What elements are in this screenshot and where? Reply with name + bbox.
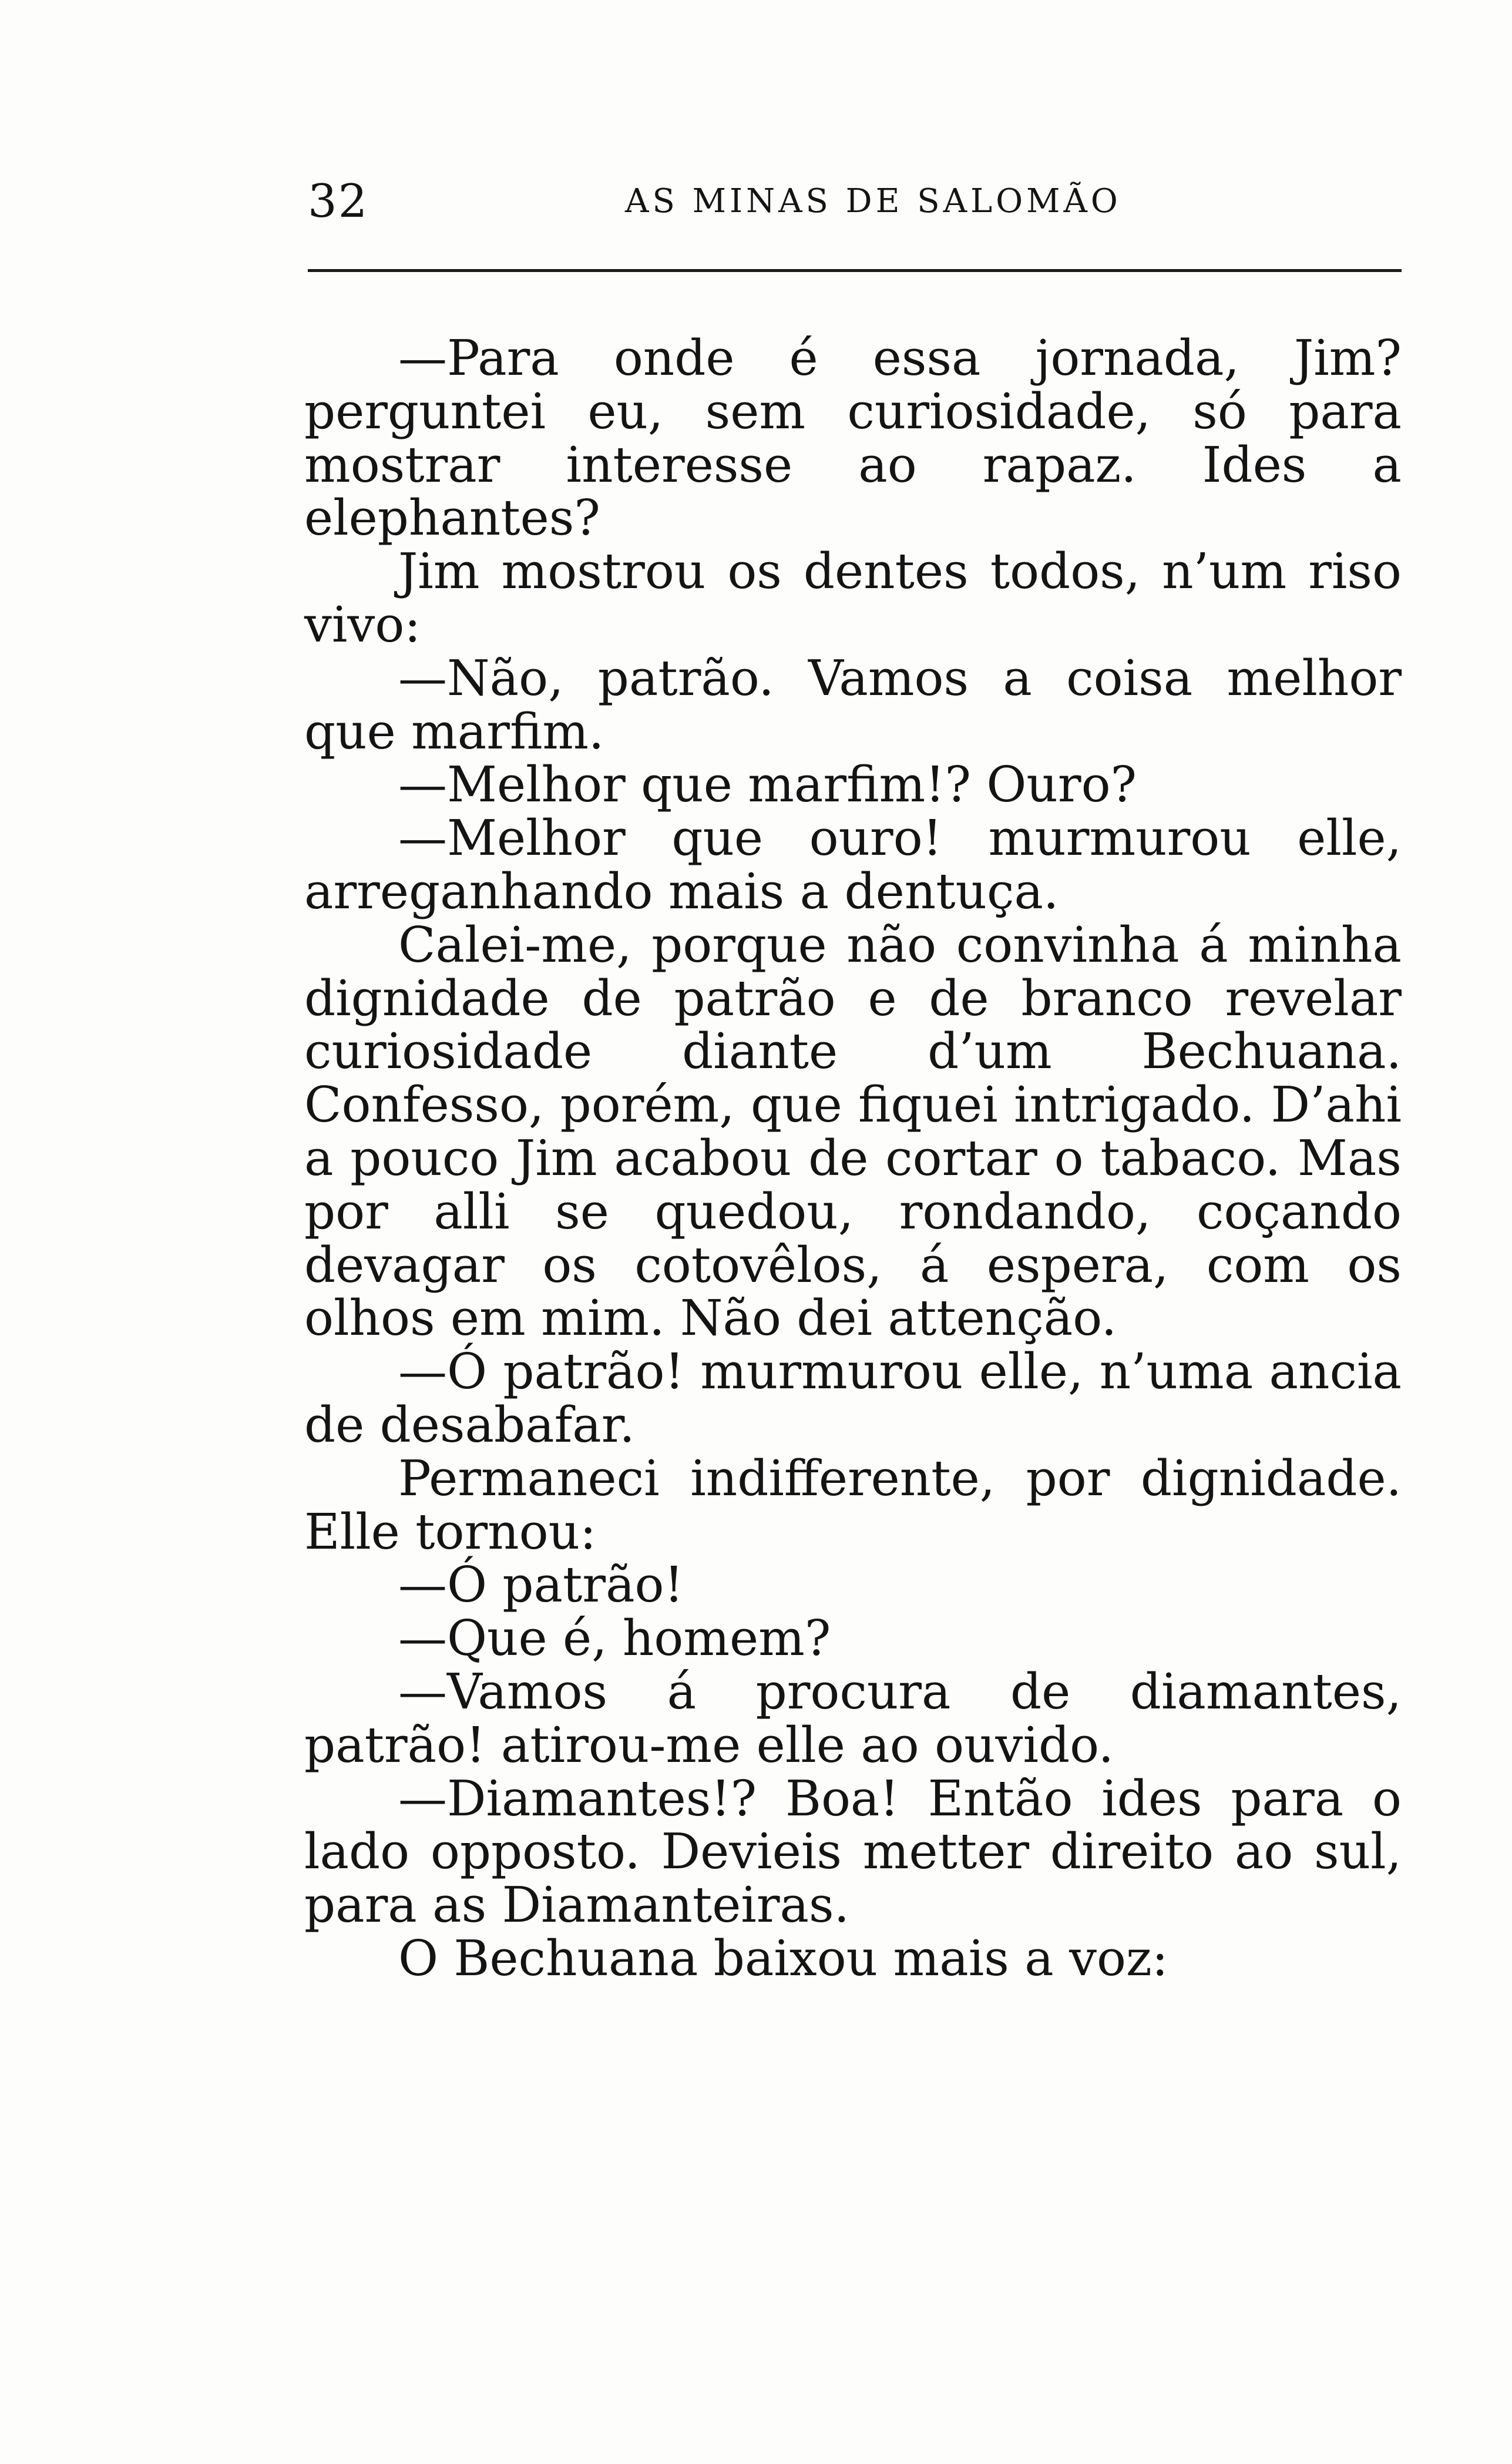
page-number: 32 [308,175,369,228]
paragraph: —Diamantes!? Boa! Então ides para o lado opposto. Devieis metter direito ao sul, para as Diamanteiras. [304,1770,1402,1934]
running-title: AS MINAS DE SALOMÃO [625,182,1121,220]
paragraph: —Que é, homem? [398,1610,831,1667]
paragraph: Calei-me, porque não convinha á minha dignidade de patrão e de branco revelar curiosidade diante d’um Bechuana. Confesso, porém, que fiquei intrigado. D’ahi a pouco Jim acabou de cortar o tabaco. Mas por alli se quedou, rondando, coçando devagar os cotovêlos, á espera, com os olhos em mim. Não dei attenção. [304,916,1402,1347]
paragraph: —Ó patrão! [398,1556,684,1614]
paragraph: —Não, patrão. Vamos a coisa melhor que marfim. [304,649,1402,760]
paragraph: —Melhor que ouro! murmurou elle, arreganhando mais a dentuça. [304,810,1402,920]
paragraph: —Ó patrão! murmurou elle, n’uma ancia de desabafar. [304,1343,1402,1453]
header-rule [308,269,1402,272]
body-text [304,332,1402,1986]
paragraph: —Melhor que marfim!? Ouro? [398,756,1137,814]
paragraph: Jim mostrou os dentes todos, n’um riso vivo: [304,543,1402,653]
paragraph: —Vamos á procura de diamantes, patrão! atirou-me elle ao ouvido. [304,1663,1402,1774]
running-head [308,175,1400,240]
paragraph: O Bechuana baixou mais a voz: [398,1929,1168,1987]
paragraph: —Para onde é essa jornada, Jim? perguntei eu, sem curiosidade, só para mostrar interesse ao rapaz. Ides a elephantes? [304,330,1402,547]
paragraph: Permaneci indifferente, por dignidade. Elle tornou: [304,1449,1402,1560]
